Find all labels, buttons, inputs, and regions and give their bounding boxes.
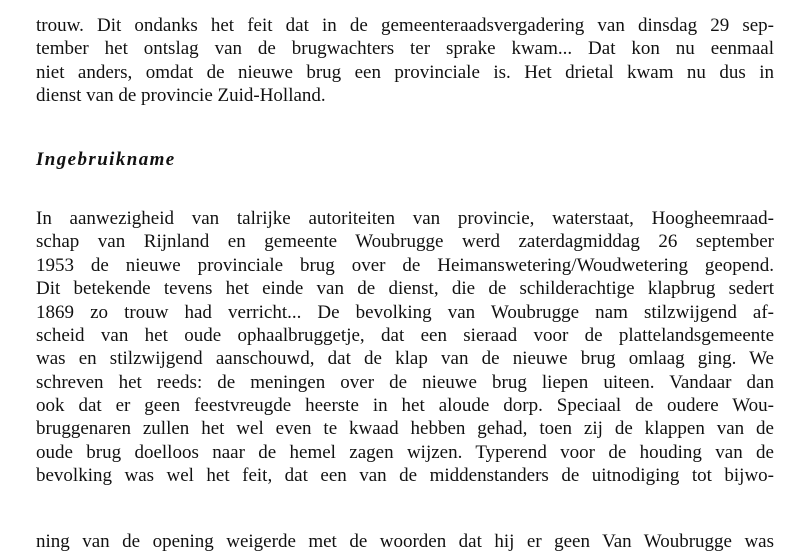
text-line: bevolking was wel het feit, dat een van de middenstanders de uitnodiging tot bijwo-: [36, 465, 774, 487]
cut-off-line-region: [0, 516, 800, 552]
paragraph-1: [36, 14, 774, 108]
text-line: oude brug doelloos naar de hemel zagen wijzen. Typerend voor de houding van de: [36, 441, 774, 463]
text-line: was en stilzwijgend aanschouwd, dat de klap van de nieuwe brug omlaag ging. We: [36, 348, 774, 370]
text-line: scheid van het oude ophaalbruggetje, dat een sieraad voor de plattelandsgemeente: [36, 324, 774, 346]
text-line-cut-off: ning van de opening weigerde met de woorden dat hij er geen Van Woubrugge was: [36, 531, 774, 552]
text-line: ook dat er geen feestvreugde heerste in het aloude dorp. Speciaal de oudere Wou-: [36, 395, 774, 417]
text-line: In aanwezigheid van talrijke autoriteiten van provincie, waterstaat, Hoogheemraad-: [36, 207, 774, 229]
text-line: trouw. Dit ondanks het feit dat in de gemeenteraadsvergadering van dinsdag 29 sep-: [36, 15, 774, 36]
text-line: 1953 de nieuwe provinciale brug over de Heimanswetering/Woudwetering geopend.: [36, 254, 774, 276]
text-line: schreven het reeds: de meningen over de nieuwe brug liepen uiteen. Vandaar dan: [36, 371, 774, 393]
text-line: bruggenaren zullen het wel even te kwaad hebben gehad, toen zij de klappen van de: [36, 418, 774, 440]
text-line: niet anders, omdat de nieuwe brug een provinciale is. Het drietal kwam nu dus in: [36, 61, 774, 83]
text-line: 1869 zo trouw had verricht... De bevolking van Woubrugge nam stilzwijgend af-: [36, 301, 774, 323]
section-heading: Ingebruikname: [36, 148, 176, 170]
text-line: dienst van de provincie Zuid-Holland.: [36, 85, 326, 107]
document-page: [36, 14, 774, 488]
text-line: Dit betekende tevens het einde van de dienst, die de schilderachtige klapbrug sedert: [36, 278, 774, 300]
paragraph-2: [36, 207, 774, 488]
text-line: schap van Rijnland en gemeente Woubrugge werd zaterdagmiddag 26 september: [36, 231, 774, 253]
text-line: tember het ontslag van de brugwachters ter sprake kwam... Dat kon nu eenmaal: [36, 38, 774, 60]
